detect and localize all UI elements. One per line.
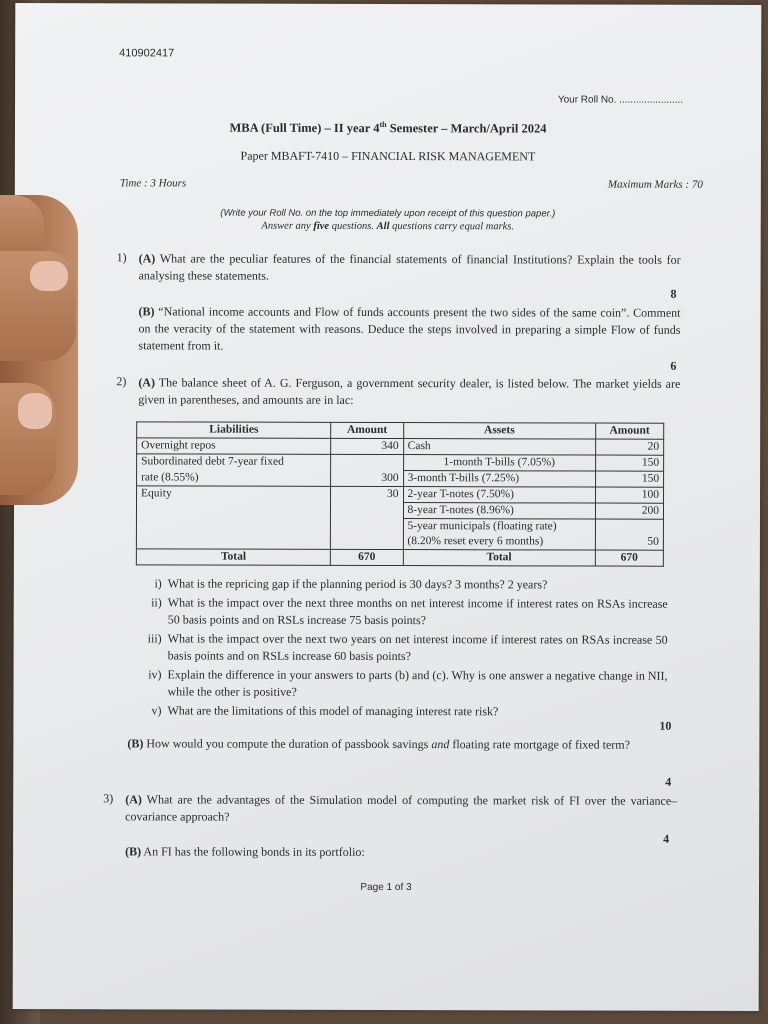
question-2b-marks: 4: [665, 774, 672, 789]
amount-cell: [331, 518, 403, 534]
amount-cell: 200: [595, 503, 663, 519]
fingernail: [30, 261, 68, 291]
exam-paper: [13, 3, 762, 1011]
amount-cell: 300: [331, 470, 403, 486]
asset-cell: (8.20% reset every 6 months): [403, 534, 595, 550]
table-row: [136, 518, 663, 535]
instruction-roll: (Write your Roll No. on the top immediately upon receipt of this question paper.): [220, 207, 556, 220]
question-2-number: 2): [116, 374, 127, 389]
amount-cell: [331, 454, 403, 470]
asset-cell: 2-year T-notes (7.50%): [403, 487, 595, 504]
amount-cell: 150: [595, 455, 663, 471]
table-row: [137, 454, 664, 471]
subpart-number: v): [151, 703, 162, 718]
instruction-questions: Answer any five questions. All questions carry equal marks.: [261, 220, 515, 233]
subpart-number: ii): [151, 595, 162, 610]
subpart-text: What are the limitations of this model of managing interest rate risk?: [167, 703, 499, 719]
subpart-text: What is the repricing gap if the planning period is 30 days? 3 months? 2 years?: [167, 576, 548, 592]
total-label: Total: [403, 550, 595, 567]
total-liabilities: 670: [331, 549, 403, 565]
asset-cell: Cash: [403, 439, 595, 456]
total-label: Total: [136, 549, 330, 566]
amount-cell: 50: [595, 535, 663, 551]
table-row: [136, 502, 663, 519]
subpart-text: Explain the difference in your answers to parts (b) and (c). Why is one answer a negative change in NII, while the other is positive?: [167, 667, 668, 699]
liability-cell: Equity: [137, 486, 331, 503]
question-2a-subparts: [139, 575, 679, 726]
question-1a-marks: 8: [670, 286, 677, 301]
amount-cell: [331, 534, 403, 550]
question-2a-marks: 10: [659, 718, 672, 733]
question-3-number: 3): [103, 791, 114, 806]
amount-cell: 150: [595, 471, 663, 487]
maximum-marks: Maximum Marks : 70: [607, 178, 703, 191]
question-1a: (A) What are the peculiar features of the financial statements of financial Institutions? Explain the tools for analysing these statements.: [138, 251, 681, 283]
question-1b: (B) “National income accounts and Flow of funds accounts present the two sides of the same coin”. Comment on the veracity of the statement with reasons. Deduce the steps involved in preparing a simple Flow of funds statement from it.: [138, 304, 681, 353]
amount-cell: 20: [595, 439, 663, 455]
table-total-row: [136, 549, 663, 566]
subpart-text: What is the impact over the next two years on net interest income if interest rates on RSAs increase 50 basis points and on RSLs increase 60 basis points?: [167, 631, 668, 664]
amount-cell: [331, 502, 403, 518]
table-row: [136, 533, 663, 550]
liability-cell: Subordinated debt 7-year fixed: [137, 454, 331, 471]
asset-cell: 8-year T-notes (8.96%): [403, 503, 595, 520]
question-2b: (B) How would you compute the duration of passbook savings and floating rate mortgage of fixed term?: [127, 736, 630, 752]
page-number: Page 1 of 3: [360, 881, 412, 894]
asset-cell: 5-year municipals (floating rate): [403, 519, 595, 535]
liability-cell: [136, 502, 330, 519]
subpart-text: What is the impact over the next three months on net interest income if interest rates on RSAs increase 50 basis points and on RSLs increase 75 basis points?: [167, 595, 668, 628]
subpart-number: i): [154, 576, 162, 591]
question-3a: (A) What are the advantages of the Simulation model of computing the market risk of FI over the variance–covariance approach?: [125, 792, 678, 824]
question-2a: (A) The balance sheet of A. G. Ferguson, a government security dealer, is listed below. The market yields are given in parentheses, and amounts are in lac:: [138, 375, 681, 407]
header-liabilities: Liabilities: [137, 422, 331, 439]
liability-cell: [136, 518, 330, 534]
exam-title: MBA (Full Time) – II year 4th Semester – March/April 2024: [229, 119, 547, 136]
amount-cell: 100: [595, 487, 663, 503]
paper-code: 410902417: [119, 47, 175, 60]
total-assets: 670: [595, 550, 663, 566]
asset-cell: 3-month T-bills (7.25%): [403, 471, 595, 488]
liability-cell: rate (8.55%): [137, 470, 331, 487]
table-row: [137, 470, 664, 487]
header-amount: Amount: [331, 422, 403, 438]
subpart-number: iv): [148, 667, 162, 682]
roll-number-line: Your Roll No. .......................: [557, 94, 684, 106]
table-header-row: [137, 422, 664, 439]
amount-cell: 30: [331, 486, 403, 502]
header-assets: Assets: [403, 423, 595, 440]
fingernail: [18, 393, 52, 429]
header-amount: Amount: [595, 423, 663, 439]
amount-cell: [595, 519, 663, 535]
table-row: [137, 438, 664, 455]
hand-holding-paper: [0, 195, 78, 505]
paper-name: Paper MBAFT-7410 – FINANCIAL RISK MANAGEMENT: [240, 148, 536, 164]
liability-cell: [136, 533, 330, 549]
time-allowed: Time : 3 Hours: [119, 177, 187, 190]
question-3b: (B) An FI has the following bonds in its portfolio:: [125, 844, 365, 859]
liability-cell: Overnight repos: [137, 438, 331, 455]
table-row: [137, 486, 664, 503]
asset-cell: 1-month T-bills (7.05%): [403, 455, 595, 472]
subpart-number: iii): [147, 631, 162, 646]
balance-sheet-table: [136, 421, 664, 566]
amount-cell: 340: [331, 438, 403, 454]
question-1-number: 1): [116, 250, 127, 265]
question-1b-marks: 6: [670, 358, 677, 373]
question-3a-marks: 4: [663, 831, 670, 846]
